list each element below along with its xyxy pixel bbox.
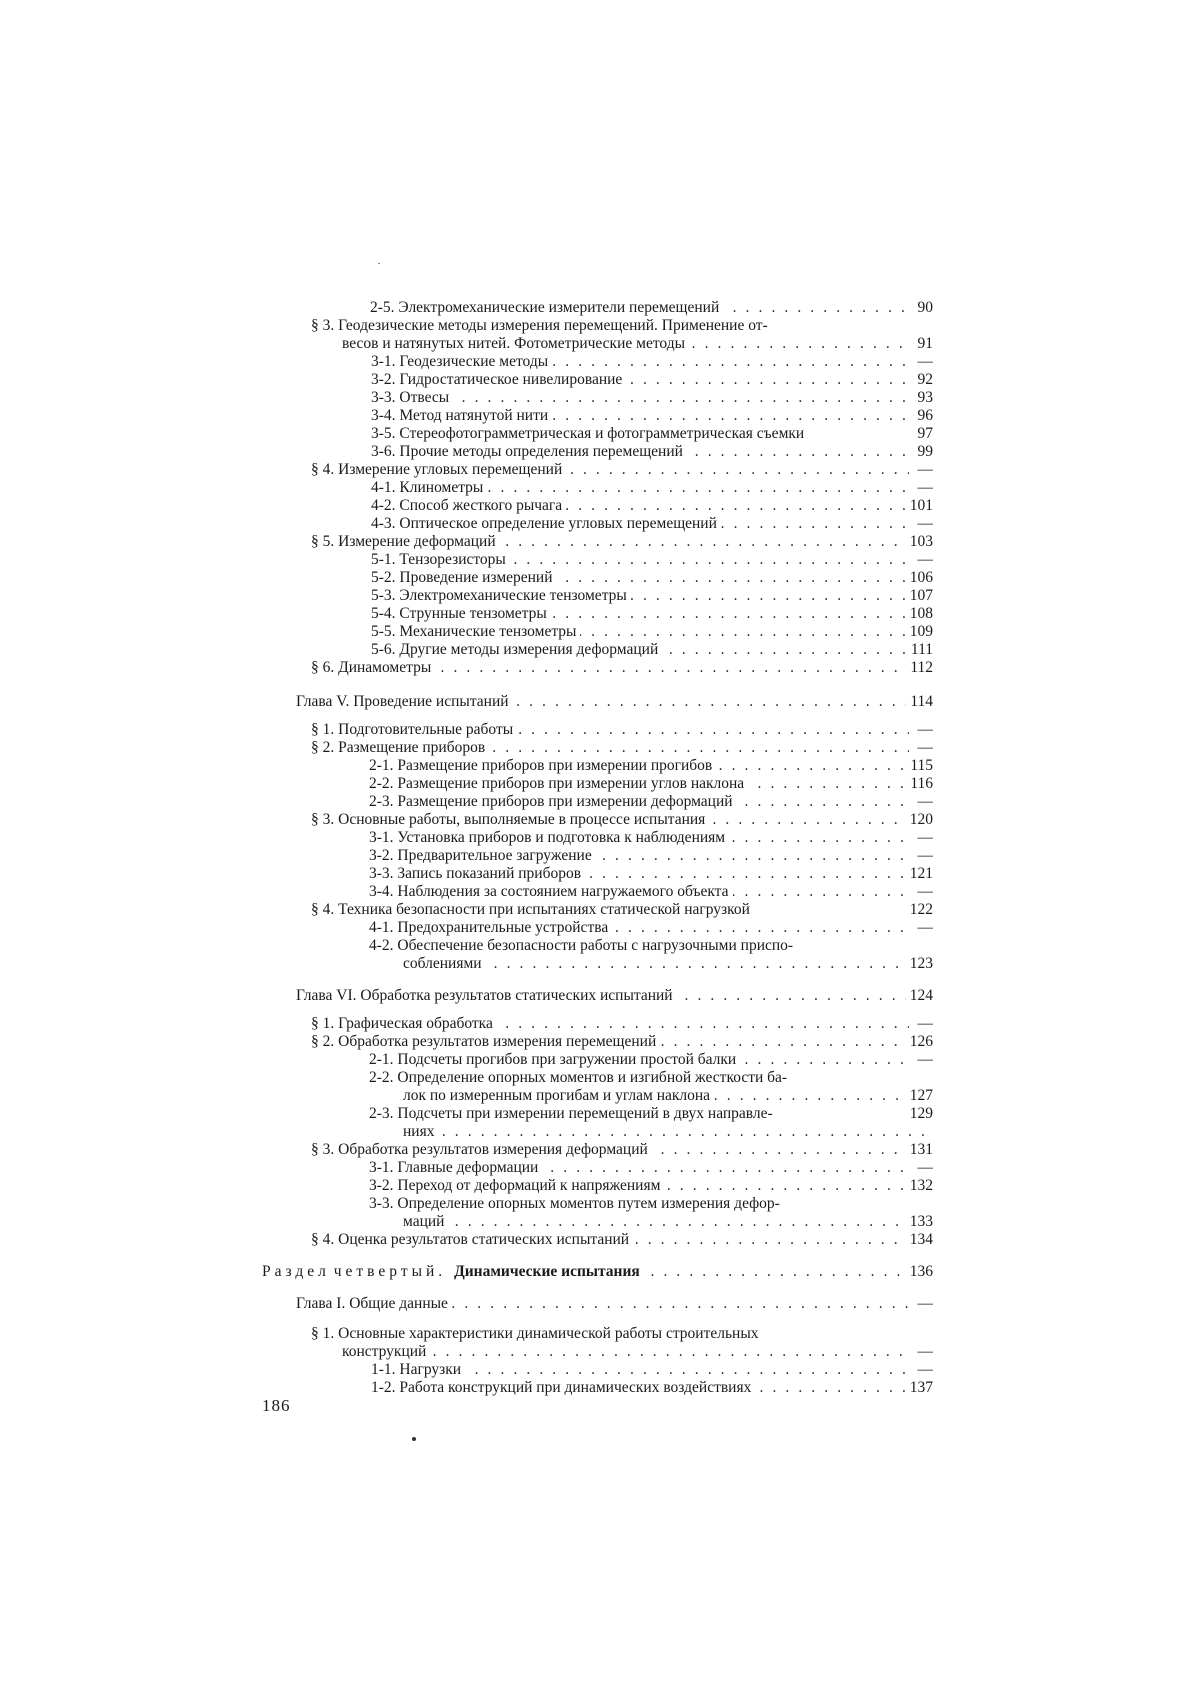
toc-entry-title: 1-1. Нагрузки xyxy=(371,1361,465,1378)
toc-entry xyxy=(342,1342,933,1362)
toc-entry xyxy=(403,1086,933,1106)
toc-entry-title: 3-2. Предварительное загружение xyxy=(369,847,596,864)
toc-entry xyxy=(369,1068,933,1088)
toc-entry xyxy=(371,352,933,372)
toc-entry-title: § 2. Размещение приборов xyxy=(311,739,489,756)
toc-entry xyxy=(369,1194,933,1214)
toc-entry xyxy=(371,388,933,408)
toc-page-number: 109 xyxy=(906,622,933,642)
toc-entry xyxy=(371,1378,933,1398)
toc-entry-title: маций xyxy=(403,1213,448,1230)
toc-page-number: 134 xyxy=(906,1230,933,1250)
toc-entry-title: 2-3. Подсчеты при измерении перемещений в двух направле- xyxy=(369,1105,777,1122)
toc-entry xyxy=(369,846,933,866)
toc-entry-title: § 4. Измерение угловых перемещений xyxy=(311,461,566,478)
toc-page-number: 136 xyxy=(906,1262,933,1282)
toc-page-number: 114 xyxy=(906,692,933,712)
toc-entry-title: 2-1. Подсчеты прогибов при загружении простой балки xyxy=(369,1051,740,1068)
toc-entry-title: 1-2. Работа конструкций при динамических воздействиях xyxy=(371,1379,755,1396)
toc-page-number: 126 xyxy=(906,1032,933,1052)
toc-entry-title: 3-1. Установка приборов и подготовка к наблюдениям xyxy=(369,829,729,846)
toc-page-number: — xyxy=(909,1014,933,1034)
toc-entry xyxy=(369,1158,933,1178)
toc-entry-title: 3-1. Геодезические методы xyxy=(371,353,552,370)
toc-page-number: — xyxy=(909,1294,933,1314)
toc-entry-title: 3-4. Наблюдения за состоянием нагружаемого объекта xyxy=(369,883,733,900)
toc-entry-title: 5-2. Проведение измерений xyxy=(371,569,557,586)
toc-page-number: — xyxy=(909,1050,933,1070)
toc-page-number: — xyxy=(909,514,933,534)
toc-page-number: — xyxy=(909,918,933,938)
toc-page-number: — xyxy=(909,550,933,570)
toc-entry-title: весов и натянутых нитей. Фотометрические методы xyxy=(342,335,689,352)
toc-page-number: 123 xyxy=(906,954,933,974)
toc-entry xyxy=(311,1032,933,1052)
toc-entry xyxy=(369,882,933,902)
toc-entry-title: 3-2. Переход от деформаций к напряжениям xyxy=(369,1177,664,1194)
toc-entry xyxy=(403,954,933,974)
toc-entry xyxy=(371,478,933,498)
toc-entry-title: 4-2. Обеспечение безопасности работы с нагрузочными приспо- xyxy=(369,937,797,954)
toc-entry xyxy=(311,900,933,920)
toc-entry xyxy=(371,604,933,624)
toc-entry-title: ниях xyxy=(403,1123,438,1140)
toc-page-number: — xyxy=(909,738,933,758)
toc-entry xyxy=(296,986,933,1006)
toc-entry-title: § 4. Оценка результатов статических испытаний xyxy=(311,1231,633,1248)
toc-page-number: 127 xyxy=(906,1086,933,1106)
toc-page-number: — xyxy=(909,1158,933,1178)
toc-entry-title: § 3. Основные работы, выполняемые в процессе испытания xyxy=(311,811,709,828)
toc-entry xyxy=(311,720,933,740)
toc-entry-title: 3-6. Прочие методы определения перемещений xyxy=(371,443,687,460)
toc-entry-title: четвертый. xyxy=(334,1263,450,1280)
part-title: Динамические испытания xyxy=(450,1263,644,1280)
toc-entry-title: 5-6. Другие методы измерения деформаций xyxy=(371,641,662,658)
toc-page-number: 97 xyxy=(909,424,933,444)
toc-entry xyxy=(371,514,933,534)
toc-entry-title: § 3. Геодезические методы измерения перемещений. Применение от- xyxy=(311,317,772,334)
toc-entry xyxy=(369,1176,933,1196)
toc-entry-title: 3-1. Главные деформации xyxy=(369,1159,542,1176)
toc-entry-title: 3-3. Отвесы xyxy=(371,389,453,406)
toc-entry-title: 2-2. Определение опорных моментов и изгибной жесткости ба- xyxy=(369,1069,791,1086)
toc-entry xyxy=(371,622,933,642)
toc-entry-title: 5-1. Тензорезисторы xyxy=(371,551,510,568)
toc-entry xyxy=(369,828,933,848)
toc-entry-title: 5-3. Электромеханические тензометры xyxy=(371,587,631,604)
toc-page-number: 121 xyxy=(906,864,933,884)
toc-page-number: 101 xyxy=(906,496,933,516)
toc-entry xyxy=(342,334,933,354)
part-label: Раздел xyxy=(262,1263,330,1280)
toc-page-number: 93 xyxy=(909,388,933,408)
toc-entry-title: § 5. Измерение деформаций xyxy=(311,533,500,550)
toc-entry-title: § 1. Подготовительные работы xyxy=(311,721,517,738)
toc-entry xyxy=(371,442,933,462)
toc-page-number: 99 xyxy=(909,442,933,462)
ink-speck xyxy=(412,1437,416,1441)
toc-entry xyxy=(403,1122,933,1142)
toc-entry xyxy=(369,1050,933,1070)
page-number: 186 xyxy=(262,1396,291,1415)
toc-page-number: — xyxy=(909,1342,933,1362)
toc-entry xyxy=(370,298,933,318)
toc-entry-title: 3-4. Метод натянутой нити xyxy=(371,407,552,424)
toc-entry-title: 5-4. Струнные тензометры xyxy=(371,605,551,622)
toc-entry xyxy=(369,864,933,884)
toc-page-number: 96 xyxy=(909,406,933,426)
toc-entry xyxy=(296,692,933,712)
toc-entry-title: 4-1. Предохранительные устройства xyxy=(369,919,612,936)
toc-page-number: 106 xyxy=(906,568,933,588)
toc-entry xyxy=(371,568,933,588)
toc-entry-title: Глава VI. Обработка результатов статических испытаний xyxy=(296,987,677,1004)
toc-entry xyxy=(311,1230,933,1250)
toc-entry xyxy=(371,424,933,444)
toc-entry-title: 2-2. Размещение приборов при измерении углов наклона xyxy=(369,775,748,792)
toc-entry-title: 2-5. Электромеханические измерители перемещений xyxy=(370,299,723,316)
toc-entry-title: лок по измеренным прогибам и углам наклона xyxy=(403,1087,714,1104)
toc-page-number: 115 xyxy=(906,756,933,776)
toc-entry xyxy=(371,640,933,660)
toc-entry xyxy=(371,550,933,570)
toc-page-number: — xyxy=(909,478,933,498)
toc-entry-title: конструкций xyxy=(342,1343,430,1360)
toc-page-number: 133 xyxy=(906,1212,933,1232)
toc-entry xyxy=(369,792,933,812)
toc-entry xyxy=(371,370,933,390)
toc-entry xyxy=(369,918,933,938)
toc-entry xyxy=(369,774,933,794)
toc-entry-title: 4-1. Клинометры xyxy=(371,479,487,496)
toc-entry xyxy=(311,532,933,552)
toc-entry-title: § 4. Техника безопасности при испытаниях статической нагрузкой xyxy=(311,901,754,918)
toc-entry xyxy=(369,1104,933,1124)
toc-entry-title: 3-5. Стереофотограмметрическая и фотограмметрическая съемки xyxy=(371,425,808,442)
toc-entry-title: 3-2. Гидростатическое нивелирование xyxy=(371,371,626,388)
toc-page-number: 108 xyxy=(906,604,933,624)
toc-entry xyxy=(403,1212,933,1232)
toc-entry-title: 3-3. Определение опорных моментов путем измерения дефор- xyxy=(369,1195,784,1212)
toc-entry xyxy=(311,658,933,678)
toc-page-number: — xyxy=(909,720,933,740)
toc-entry-title: 5-5. Механические тензометры xyxy=(371,623,580,640)
toc-page-number: 92 xyxy=(909,370,933,390)
toc-entry-title: 2-1. Размещение приборов при измерении прогибов xyxy=(369,757,716,774)
toc-page-number: 90 xyxy=(909,298,933,318)
toc-entry xyxy=(311,316,933,336)
toc-entry-title: § 3. Обработка результатов измерения деформаций xyxy=(311,1141,652,1158)
toc-entry xyxy=(311,810,933,830)
toc-page-number: — xyxy=(909,352,933,372)
toc-entry-title: 2-3. Размещение приборов при измерении деформаций xyxy=(369,793,737,810)
toc-page-number: 131 xyxy=(906,1140,933,1160)
toc-entry-title: 4-2. Способ жесткого рычага xyxy=(371,497,566,514)
toc-page-number: 91 xyxy=(909,334,933,354)
toc-entry-title: 3-3. Запись показаний приборов xyxy=(369,865,585,882)
toc-page-number: 124 xyxy=(906,986,933,1006)
toc-page-number: 137 xyxy=(906,1378,933,1398)
toc-page-number: — xyxy=(909,846,933,866)
toc-entry-title: 4-3. Оптическое определение угловых перемещений xyxy=(371,515,721,532)
toc-entry-title: соблениями xyxy=(403,955,486,972)
toc-page-number: 116 xyxy=(906,774,933,794)
toc-page-number: — xyxy=(909,1360,933,1380)
toc-entry-title: § 2. Обработка результатов измерения перемещений xyxy=(311,1033,660,1050)
toc-entry-title: § 1. Графическая обработка xyxy=(311,1015,497,1032)
toc-page-number: 129 xyxy=(906,1104,933,1124)
toc-page-number: 120 xyxy=(906,810,933,830)
toc-entry xyxy=(311,1140,933,1160)
toc-entry xyxy=(371,496,933,516)
toc-entry xyxy=(371,1360,933,1380)
toc-entry xyxy=(311,1324,933,1344)
toc-page-number: 132 xyxy=(906,1176,933,1196)
toc-entry-title: Глава I. Общие данные xyxy=(296,1295,452,1312)
toc-entry xyxy=(369,756,933,776)
toc-entry-title: § 6. Динамометры xyxy=(311,659,435,676)
toc-entry xyxy=(296,1294,933,1314)
toc-page-number: — xyxy=(909,828,933,848)
toc-page-number: 112 xyxy=(906,658,933,678)
toc-entry xyxy=(371,406,933,426)
toc-entry-title: Глава V. Проведение испытаний xyxy=(296,693,513,710)
toc-page-number: 122 xyxy=(906,900,933,920)
toc-entry xyxy=(311,1014,933,1034)
toc-page-number: 111 xyxy=(907,640,933,660)
toc-entry xyxy=(311,738,933,758)
toc-page-number: — xyxy=(909,882,933,902)
toc-page-number: 103 xyxy=(906,532,933,552)
ink-speck xyxy=(378,263,380,264)
toc-entry xyxy=(371,586,933,606)
toc-entry xyxy=(369,936,933,956)
toc-entry xyxy=(262,1262,933,1282)
toc-entry xyxy=(311,460,933,480)
toc-page-number: 107 xyxy=(906,586,933,606)
toc-entry-title: § 1. Основные характеристики динамической работы строительных xyxy=(311,1325,763,1342)
toc-page-number: — xyxy=(909,460,933,480)
toc-page-number: — xyxy=(909,792,933,812)
